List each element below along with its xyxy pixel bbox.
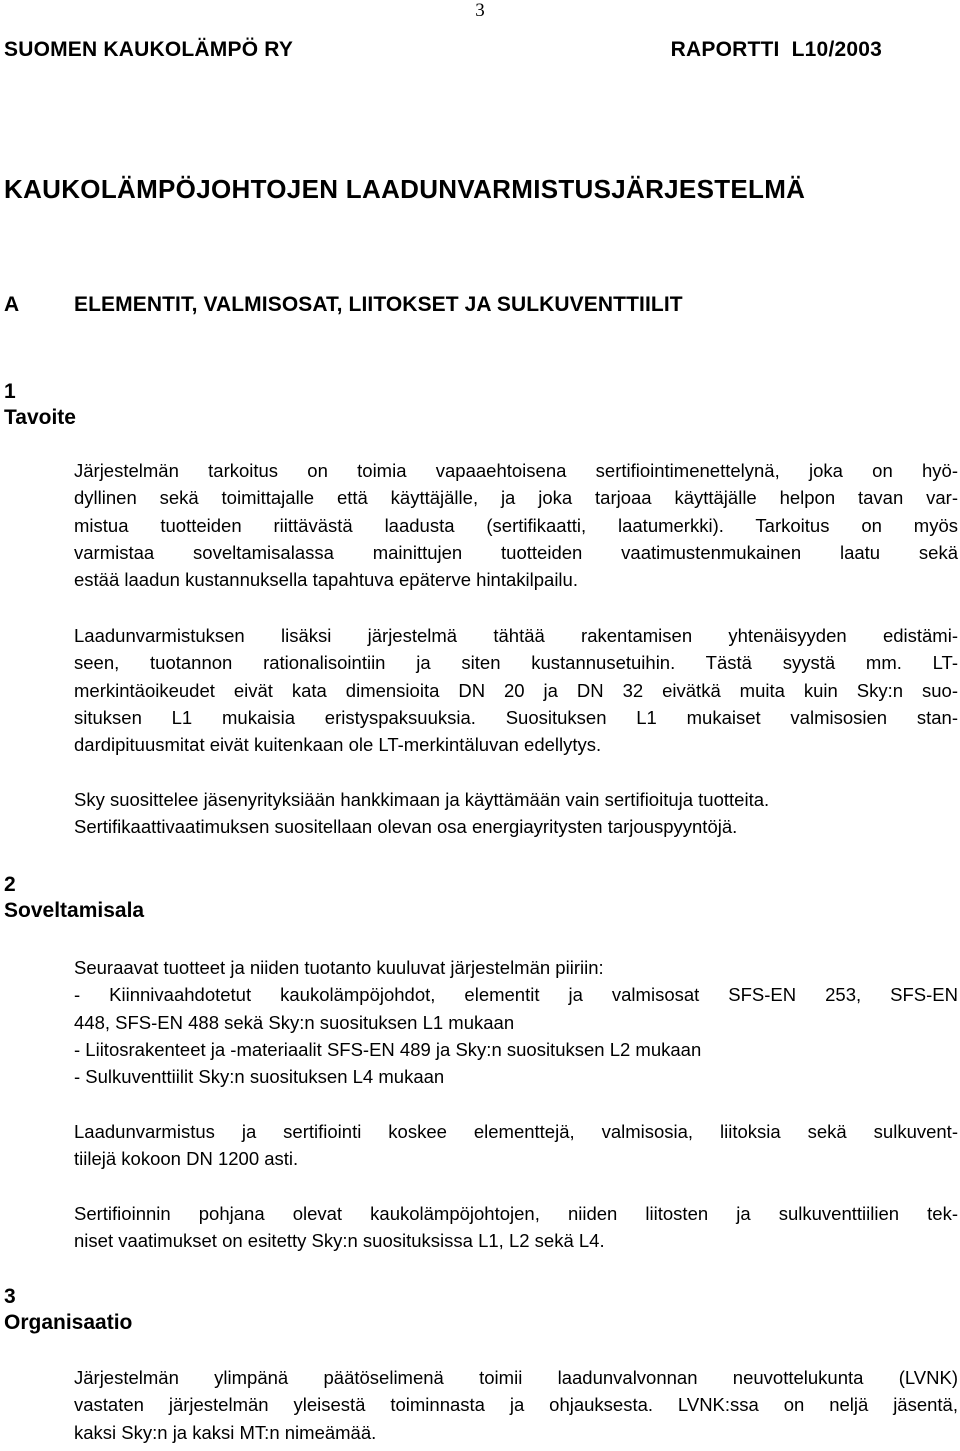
section-2-heading: Soveltamisala (4, 899, 145, 922)
document-title: KAUKOLÄMPÖJOHTOJEN LAADUNVARMISTUSJÄRJESTELMÄ (4, 174, 806, 204)
text-line: vastaten järjestelmän yleisestä toiminnasta ja ohjauksesta. LVNK:ssa on neljä jäsentä, (74, 1394, 958, 1416)
text-line: - Kiinnivaahdotetut kaukolämpöjohdot, elementit ja valmisosat SFS-EN 253, SFS-EN (74, 984, 958, 1006)
section-a-letter: A (4, 293, 20, 316)
section-1-number: 1 (4, 380, 16, 403)
text-line: Sertifikaattivaatimuksen suositellaan olevan osa energiayritysten tarjouspyyntöjä. (74, 816, 738, 838)
text-line: Sky suosittelee jäsenyrityksiään hankkimaan ja käyttämään vain sertifioituja tuotteita. (74, 789, 770, 810)
section-2-paragraph-3 (74, 1200, 958, 1255)
section-1-paragraph-1 (74, 457, 958, 593)
text-line: estää laadun kustannuksella tapahtuva epäterve hintakilpailu. (74, 569, 578, 591)
section-1-heading: Tavoite (4, 406, 76, 429)
header-report-id: RAPORTTI L10/2003 (670, 38, 882, 61)
section-3-heading: Organisaatio (4, 1311, 133, 1334)
section-3-number: 3 (4, 1285, 16, 1308)
text-line: niset vaatimukset on esitetty Sky:n suosituksissa L1, L2 sekä L4. (74, 1230, 605, 1252)
section-1-paragraph-3 (74, 786, 958, 841)
text-line: - Liitosrakenteet ja -materiaalit SFS-EN 489 ja Sky:n suosituksen L2 mukaan (74, 1038, 702, 1060)
text-line: Järjestelmän tarkoitus on toimia vapaaehtoisena sertifiointimenettelynä, joka on hyö- (74, 460, 958, 481)
text-line: mistua tuotteiden riittävästä laadusta (sertifikaatti, laatumerkki). Tarkoitus on myös (74, 514, 958, 536)
text-line: kaksi Sky:n ja kaksi MT:n nimeämää. (74, 1421, 377, 1443)
section-2-number: 2 (4, 873, 16, 896)
section-1-paragraph-2 (74, 622, 958, 758)
section-2-paragraph-1 (74, 954, 958, 1090)
text-line: merkintäoikeudet eivät kata dimensioita DN 20 ja DN 32 eivätkä muita kuin Sky:n suo- (74, 679, 958, 701)
text-line: Järjestelmän ylimpänä päätöselimenä toimii laadunvalvonnan neuvottelukunta (LVNK) (74, 1367, 958, 1388)
text-line: Laadunvarmistus ja sertifiointi koskee elementtejä, valmisosia, liitoksia sekä sulkuvent- (74, 1121, 958, 1142)
page-number: 3 (475, 0, 485, 21)
section-3-paragraph-1 (74, 1364, 958, 1446)
text-line: tiilejä kokoon DN 1200 asti. (74, 1148, 299, 1170)
text-line: - Sulkuventtiilit Sky:n suosituksen L4 mukaan (74, 1066, 445, 1088)
text-line: Sertifioinnin pohjana olevat kaukolämpöjohtojen, niiden liitosten ja sulkuventtiilien tek- (74, 1203, 958, 1224)
text-line: 448, SFS-EN 488 sekä Sky:n suosituksen L1 mukaan (74, 1011, 515, 1033)
header-organization: SUOMEN KAUKOLÄMPÖ RY (4, 38, 294, 61)
section-a-title: ELEMENTIT, VALMISOSAT, LIITOKSET JA SULKUVENTTIILIT (74, 293, 683, 316)
text-line: dardipituusmitat eivät kuitenkaan ole LT-merkintäluvan edellytys. (74, 734, 602, 756)
section-2-paragraph-2 (74, 1118, 958, 1173)
text-line: situksen L1 mukaisia eristyspaksuuksia. Suosituksen L1 mukaiset valmisosien stan- (74, 706, 958, 728)
text-line: dyllinen sekä toimittajalle että käyttäjälle, ja joka tarjoaa käyttäjälle helpon tavan var- (74, 487, 958, 509)
text-line: seen, tuotannon rationalisointiin ja siten kustannusetuihin. Tästä syystä mm. LT- (74, 652, 958, 674)
text-line: Laadunvarmistuksen lisäksi järjestelmä tähtää rakentamisen yhtenäisyyden edistämi- (74, 625, 958, 646)
text-line: Seuraavat tuotteet ja niiden tuotanto kuuluvat järjestelmän piiriin: (74, 957, 604, 978)
text-line: varmistaa soveltamisalassa mainittujen tuotteiden vaatimustenmukainen laatu sekä (74, 541, 958, 563)
